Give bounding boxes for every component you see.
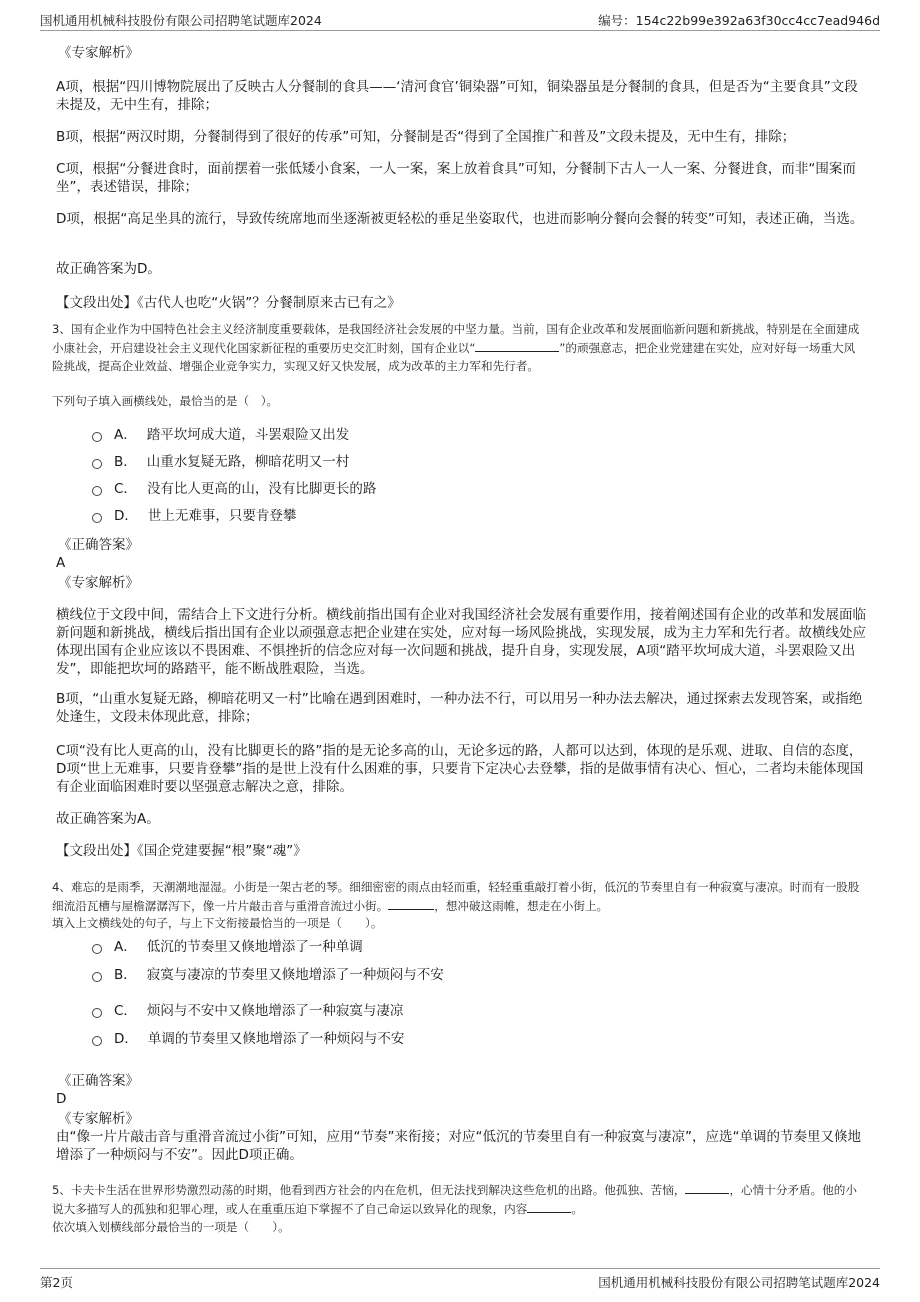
q3-blank (475, 338, 559, 352)
q4-option-d[interactable] (92, 1030, 404, 1048)
expert-analysis-label: 《专家解析》 (58, 575, 139, 591)
option-text: 低沉的节奏里又倏地增添了一种单调 (146, 939, 363, 955)
q3-source: 【文段出处】《国企党建要握“根”聚“魂”》 (56, 843, 307, 859)
q5-stem-part1: 5、卡夫卡生活在世界形势激烈动荡的时期，他看到西方社会的内在危机，但无法找到解决这些危机的出路。他孤独、苦恼， (52, 1183, 686, 1197)
q3-stem (52, 320, 866, 375)
option-letter: B． (114, 454, 137, 470)
q3-answer: A (56, 555, 66, 571)
radio-icon[interactable] (92, 486, 102, 496)
radio-icon[interactable] (92, 944, 102, 954)
q5-stem (52, 1180, 866, 1218)
q2-analysis-c: C项，根据“分餐进食时，面前摆着一张低矮小食案，一人一案，案上放着食具”可知，分餐制下古人一人一案、分餐进食，而非“围案而坐”，表述错误，排除； (56, 161, 856, 195)
q3-analysis-2: B项，“山重水复疑无路，柳暗花明又一村”比喻在遇到困难时，一种办法不行，可以用另一种办法去解决，通过探索去发现答案，或指绝处逢生，文段未体现此意，排除； (56, 691, 863, 725)
q2-analysis-d: D项，根据“高足坐具的流行，导致传统席地而坐逐渐被更轻松的垂足坐姿取代，也进而影响分餐向会餐的转变”可知，表述正确，当选。 (56, 211, 864, 227)
option-letter: D． (114, 1031, 138, 1047)
footer-title: 国机通用机械科技股份有限公司招聘笔试题库2024 (598, 1275, 880, 1290)
option-letter: D． (114, 508, 138, 524)
q4-blank (388, 896, 434, 910)
q4-option-b[interactable] (92, 966, 444, 984)
q5-prompt: 依次填入划横线部分最恰当的一项是（ ）。 (52, 1220, 290, 1234)
option-letter: A． (114, 939, 137, 955)
header-title: 国机通用机械科技股份有限公司招聘笔试题库2024 (40, 13, 322, 28)
header-document-id: 编号：154c22b99e392a63f30cc4cc7ead946d (598, 13, 880, 28)
q3-prompt: 下列句子填入画横线处，最恰当的是（ ）。 (52, 394, 279, 408)
q3-analysis-1: 横线位于文段中间，需结合上下文进行分析。横线前指出国有企业对我国经济社会发展有重要作用，接着阐述国有企业的改革和发展面临新问题和新挑战，横线后指出国有企业以顽强意志把企业建在实处，应对每一场风险挑战，实现发展，成为主力军和先行者。故横线处应体现出国有企业应该以不畏困难、不惧挫折的信念应对每一次问题和挑战，提升自身，实现发展，A项“踏平坎坷成大道，斗罢艰险又出发”，即能把坎坷的路踏平，能不断战胜艰险，当选。 (56, 607, 866, 677)
option-letter: C． (114, 481, 137, 497)
option-text: 单调的节奏里又倏地增添了一种烦闷与不安 (147, 1031, 405, 1047)
radio-icon[interactable] (92, 1008, 102, 1018)
radio-icon[interactable] (92, 459, 102, 469)
expert-analysis-label: 《专家解析》 (58, 45, 139, 61)
q5-blank-1 (685, 1180, 729, 1194)
option-text: 没有比人更高的山，没有比脚更长的路 (146, 481, 377, 497)
q4-option-c[interactable] (92, 1002, 403, 1020)
q4-option-a[interactable] (92, 938, 363, 956)
q5-stem-part2: ，心情十分矛盾。他的小说大多描写人的孤独和犯罪心理，或人在重重压迫下掌握不了自己命运以致异化的现象，内容 (52, 1183, 857, 1216)
q3-option-c[interactable] (92, 480, 376, 498)
q2-source: 【文段出处】《古代人也吃“火锅”？分餐制原来古已有之》 (56, 295, 401, 311)
correct-answer-label: 《正确答案》 (58, 537, 139, 553)
option-letter: A． (114, 427, 137, 443)
radio-icon[interactable] (92, 1036, 102, 1046)
q2-analysis-a: A项，根据“四川博物院展出了反映古人分餐制的食具——‘清河食官’铜染器”可知，铜染器虽是分餐制的食具，但是否为“主要食具”文段未提及，无中生有，排除； (56, 79, 858, 113)
radio-icon[interactable] (92, 972, 102, 982)
q5-blank-2 (527, 1199, 571, 1213)
q3-option-a[interactable] (92, 426, 349, 444)
radio-icon[interactable] (92, 513, 102, 523)
q4-analysis: 由“像一片片敲击音与重滑音流过小街”可知，应用“节奏”来衔接；对应“低沉的节奏里自有一种寂寞与凄凉”，应选“单调的节奏里又倏地增添了一种烦闷与不安”。因此D项正确。 (56, 1129, 861, 1163)
q4-stem-part1: 4、难忘的是雨季，天潮潮地湿湿。小街是一架古老的琴。细细密密的雨点由轻而重，轻轻重重敲打着小街，低沉的节奏里自有一种寂寞与凄凉。时而有一股股细流沿瓦槽与屋檐潺潺泻下，像一片片敲击音与重滑音流过小街。 (52, 880, 860, 913)
expert-analysis-label: 《专家解析》 (58, 1111, 139, 1127)
page-number: 第2页 (40, 1275, 73, 1290)
page-footer (40, 1268, 880, 1293)
q4-prompt: 填入上文横线处的句子，与上下文衔接最恰当的一项是（ ）。 (52, 916, 383, 930)
q3-analysis-3: C项“没有比人更高的山，没有比脚更长的路”指的是无论多高的山，无论多远的路，人都可以达到，体现的是乐观、进取、自信的态度，D项“世上无难事，只要肯登攀”指的是世上没有什么困难的事，只要肯下定决心去登攀，指的是做事情有决心、恒心，二者均未能体现国有企业面临困难时要以坚强意志解决之意，排除。 (56, 743, 864, 795)
q4-answer: D (56, 1091, 67, 1107)
option-letter: B． (114, 967, 137, 983)
q4-stem-part2: ，想冲破这雨帷，想走在小街上。 (434, 899, 609, 913)
q3-stem-part1: 3、国有企业作为中国特色社会主义经济制度重要载体，是我国经济社会发展的中坚力量。当前，国有企业改革和发展面临新问题和新挑战，特别是在全面建成小康社会，开启建设社会主义现代化国家新征程的重要历史交汇时刻，国有企业以“ (52, 322, 860, 355)
option-text: 山重水复疑无路，柳暗花明又一村 (146, 454, 350, 470)
q3-conclusion: 故正确答案为A。 (56, 811, 160, 827)
q4-stem (52, 878, 866, 915)
option-text: 烦闷与不安中又倏地增添了一种寂寞与凄凉 (146, 1003, 404, 1019)
radio-icon[interactable] (92, 432, 102, 442)
q3-stem-part2: ”的顽强意志，把企业党建建在实处，应对好每一场重大风险挑战，提高企业效益、增强企业竞争实力，实现又好又快发展，成为改革的主力军和先行者。 (52, 341, 856, 373)
q2-conclusion: 故正确答案为D。 (56, 261, 161, 277)
q3-option-b[interactable] (92, 453, 349, 471)
option-text: 寂寞与凄凉的节奏里又倏地增添了一种烦闷与不安 (146, 967, 444, 983)
q3-option-d[interactable] (92, 507, 296, 525)
correct-answer-label: 《正确答案》 (58, 1073, 139, 1089)
page-header (40, 8, 880, 31)
option-text: 世上无难事，只要肯登攀 (147, 508, 297, 524)
option-letter: C． (114, 1003, 137, 1019)
q2-analysis-b: B项，根据“两汉时期，分餐制得到了很好的传承”可知，分餐制是否“得到了全国推广和普及”文段未提及，无中生有，排除； (56, 129, 796, 145)
q5-stem-part3: 。 (571, 1202, 583, 1216)
option-text: 踏平坎坷成大道，斗罢艰险又出发 (146, 427, 350, 443)
